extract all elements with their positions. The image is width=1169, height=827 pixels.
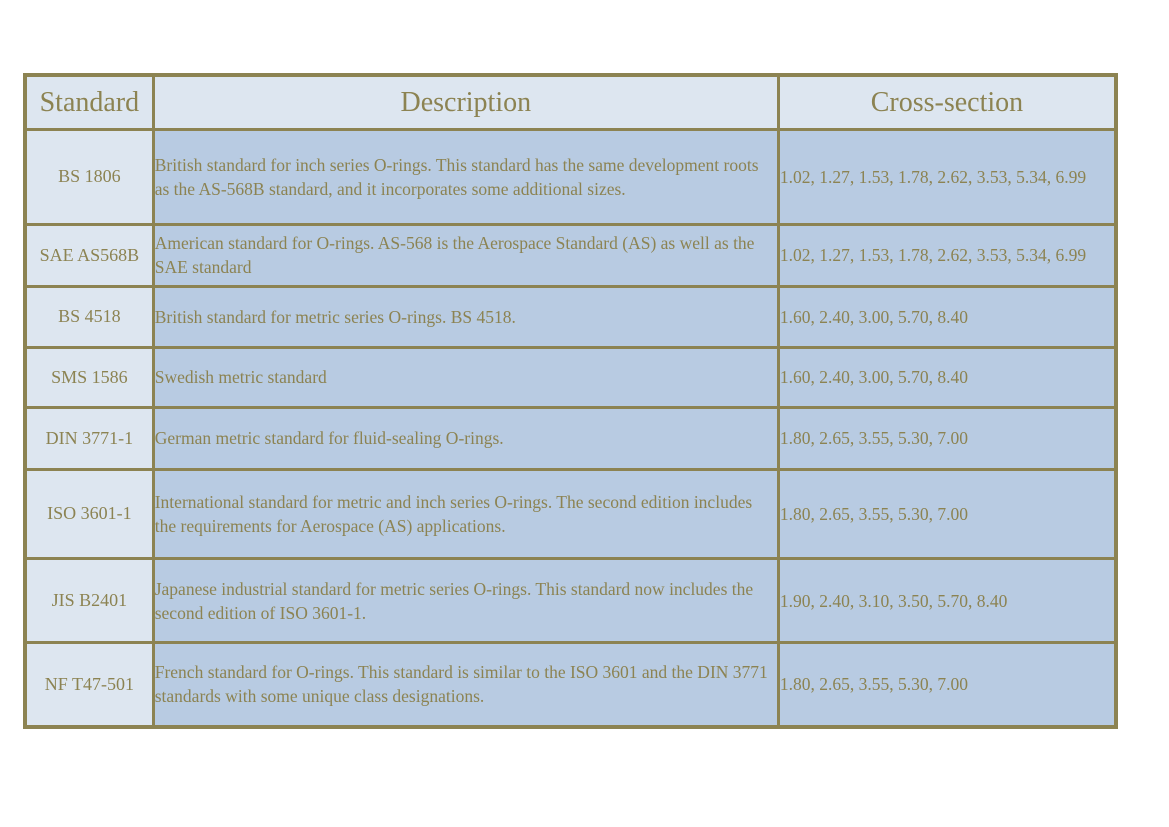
- table-row: [25, 287, 1116, 347]
- cross-section-cell: 1.80, 2.65, 3.55, 5.30, 7.00: [778, 408, 1116, 469]
- description-cell: French standard for O-rings. This standard is similar to the ISO 3601 and the DIN 3771 standards with some unique class designations.: [153, 642, 778, 727]
- cross-section-cell: 1.02, 1.27, 1.53, 1.78, 2.62, 3.53, 5.34, 6.99: [778, 224, 1116, 286]
- standards-table-container: [23, 73, 1118, 729]
- standard-cell: BS 4518: [25, 287, 153, 347]
- table-row: [25, 408, 1116, 469]
- table-row: [25, 130, 1116, 225]
- cross-section-cell: 1.60, 2.40, 3.00, 5.70, 8.40: [778, 347, 1116, 407]
- description-cell: British standard for metric series O-rings. BS 4518.: [153, 287, 778, 347]
- standard-cell: ISO 3601-1: [25, 469, 153, 559]
- cross-section-cell: 1.80, 2.65, 3.55, 5.30, 7.00: [778, 469, 1116, 559]
- standard-cell: JIS B2401: [25, 559, 153, 643]
- standard-cell: DIN 3771-1: [25, 408, 153, 469]
- description-cell: International standard for metric and inch series O-rings. The second edition includes the requirements for Aerospace (AS) applications.: [153, 469, 778, 559]
- description-cell: Swedish metric standard: [153, 347, 778, 407]
- table-row: [25, 642, 1116, 727]
- standard-cell: SAE AS568B: [25, 224, 153, 286]
- oring-standards-table: [23, 73, 1118, 729]
- description-cell: German metric standard for fluid-sealing O-rings.: [153, 408, 778, 469]
- cross-section-cell: 1.80, 2.65, 3.55, 5.30, 7.00: [778, 642, 1116, 727]
- cross-section-cell: 1.90, 2.40, 3.10, 3.50, 5.70, 8.40: [778, 559, 1116, 643]
- header-cross-section: Cross-section: [778, 75, 1116, 130]
- cross-section-cell: 1.02, 1.27, 1.53, 1.78, 2.62, 3.53, 5.34, 6.99: [778, 130, 1116, 225]
- description-cell: British standard for inch series O-rings. This standard has the same development roots as the AS-568B standard, and it incorporates some additional sizes.: [153, 130, 778, 225]
- standard-cell: BS 1806: [25, 130, 153, 225]
- table-row: [25, 347, 1116, 407]
- table-row: [25, 559, 1116, 643]
- cross-section-cell: 1.60, 2.40, 3.00, 5.70, 8.40: [778, 287, 1116, 347]
- header-row: [25, 75, 1116, 130]
- description-cell: Japanese industrial standard for metric series O-rings. This standard now includes the second edition of ISO 3601-1.: [153, 559, 778, 643]
- description-cell: American standard for O-rings. AS-568 is the Aerospace Standard (AS) as well as the SAE standard: [153, 224, 778, 286]
- table-row: [25, 224, 1116, 286]
- header-description: Description: [153, 75, 778, 130]
- table-row: [25, 469, 1116, 559]
- standard-cell: NF T47-501: [25, 642, 153, 727]
- standard-cell: SMS 1586: [25, 347, 153, 407]
- header-standard: Standard: [25, 75, 153, 130]
